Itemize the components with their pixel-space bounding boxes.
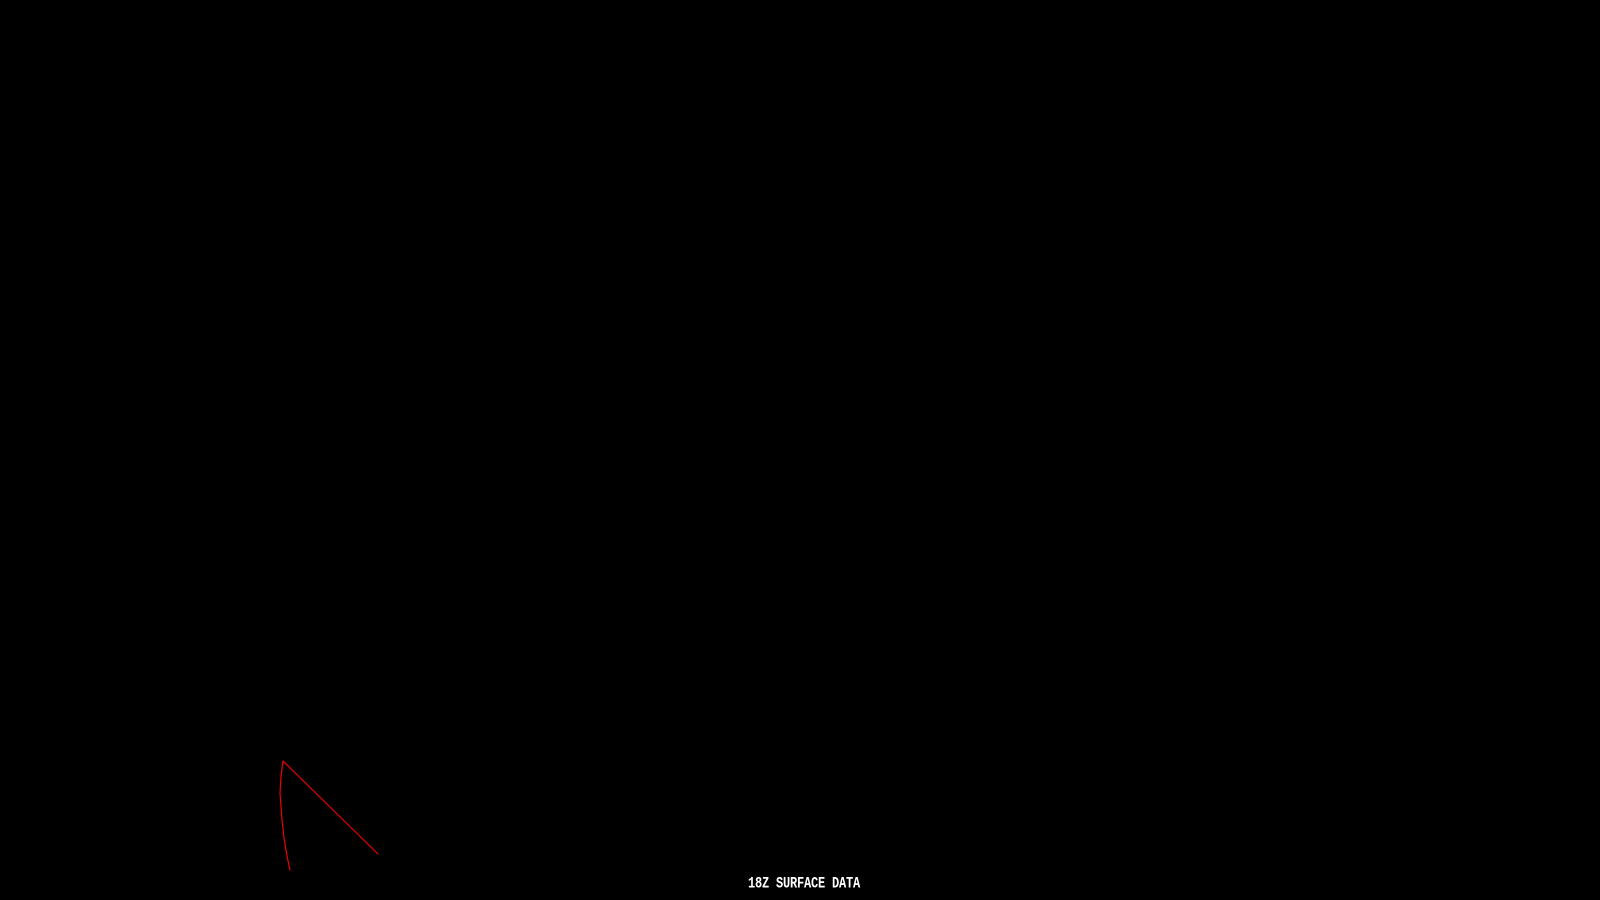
map-outline-red — [280, 761, 378, 870]
plot-title: 18Z SURFACE DATA — [748, 874, 861, 893]
